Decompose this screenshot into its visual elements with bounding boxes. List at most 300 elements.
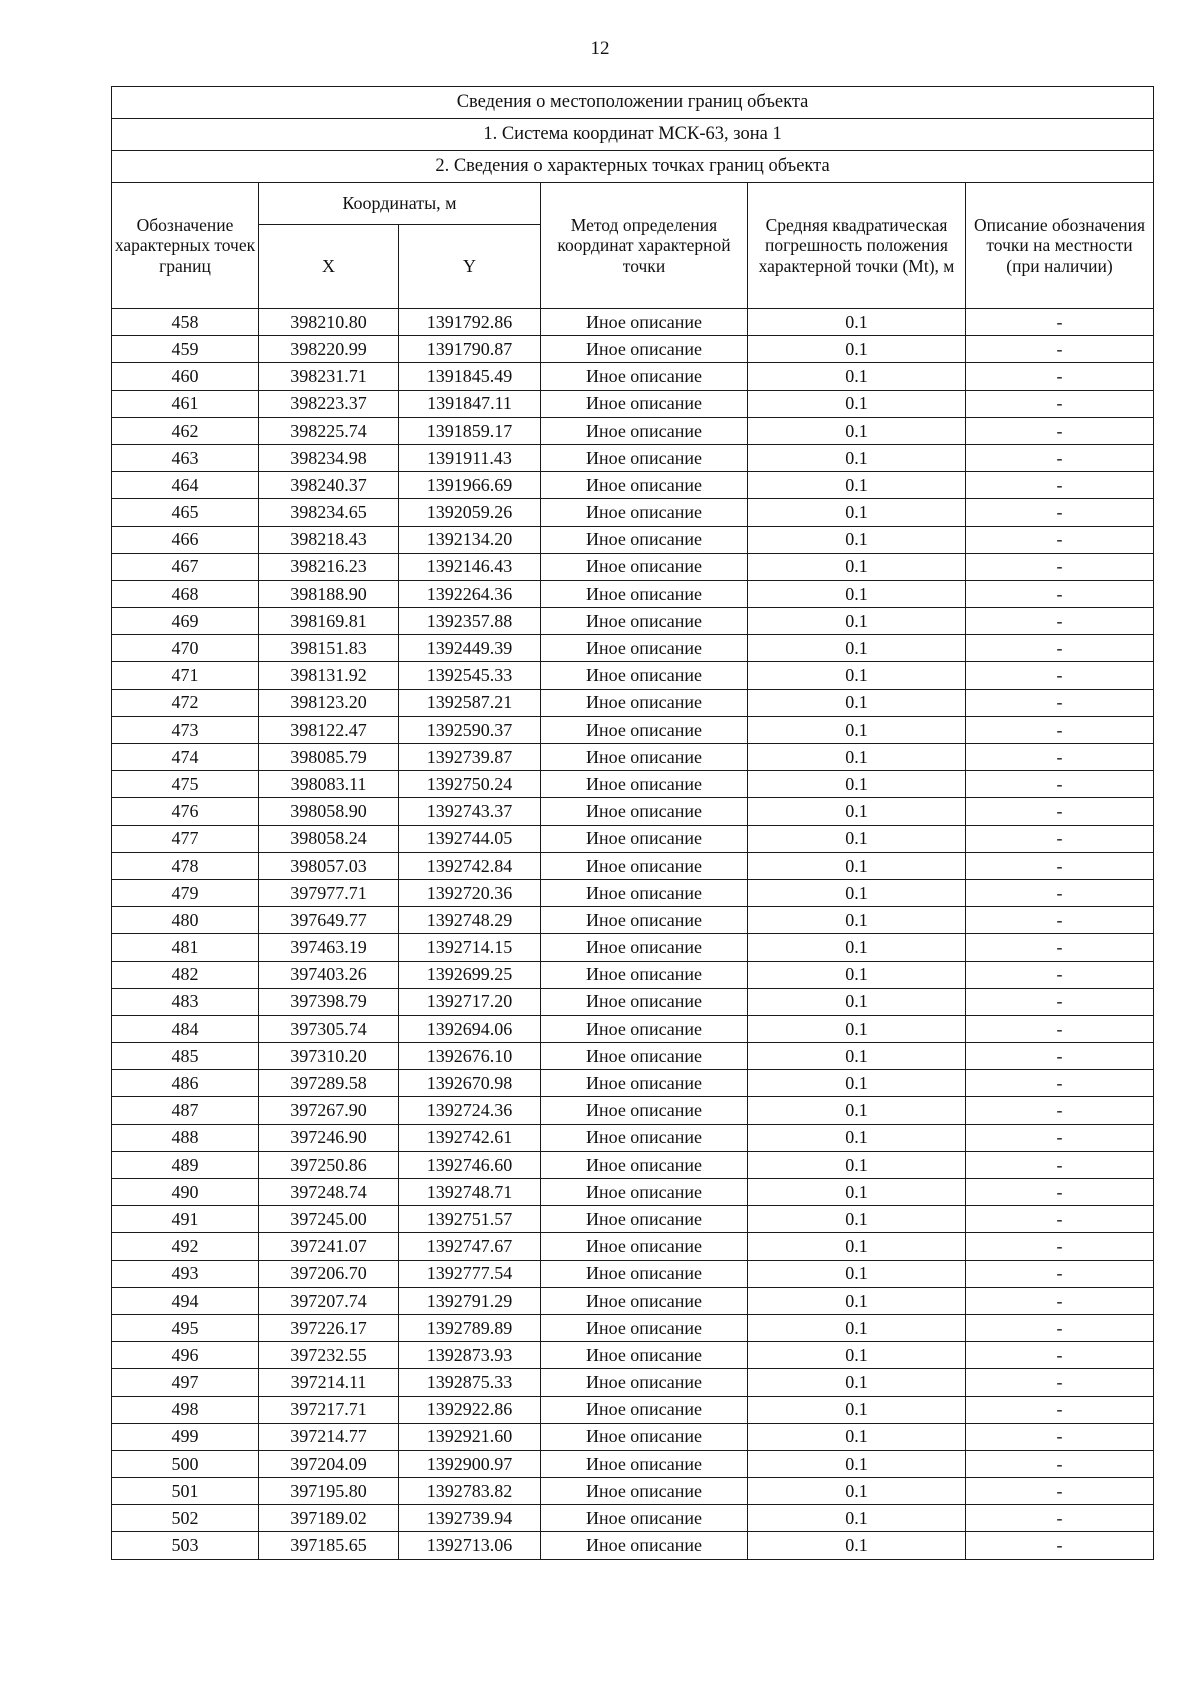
point-id: 502 xyxy=(112,1505,259,1532)
mt-cell: 0.1 xyxy=(748,1260,966,1287)
table-row xyxy=(112,1233,1154,1260)
method-cell: Иное описание xyxy=(541,1287,748,1314)
table-row xyxy=(112,879,1154,906)
table-row xyxy=(112,1287,1154,1314)
description-cell: - xyxy=(966,934,1154,961)
point-id: 496 xyxy=(112,1342,259,1369)
coord-y: 1392746.60 xyxy=(399,1151,541,1178)
coord-y: 1391911.43 xyxy=(399,444,541,471)
coord-x: 397195.80 xyxy=(259,1478,399,1505)
table-row xyxy=(112,1478,1154,1505)
mt-cell: 0.1 xyxy=(748,336,966,363)
coord-y: 1392146.43 xyxy=(399,553,541,580)
mt-cell: 0.1 xyxy=(748,934,966,961)
mt-cell: 0.1 xyxy=(748,580,966,607)
method-cell: Иное описание xyxy=(541,1314,748,1341)
description-cell: - xyxy=(966,988,1154,1015)
coord-y: 1391792.86 xyxy=(399,309,541,336)
coord-x: 398225.74 xyxy=(259,417,399,444)
coord-y: 1392750.24 xyxy=(399,771,541,798)
coord-y: 1392744.05 xyxy=(399,825,541,852)
mt-cell: 0.1 xyxy=(748,635,966,662)
point-id: 477 xyxy=(112,825,259,852)
description-cell: - xyxy=(966,1097,1154,1124)
table-row xyxy=(112,390,1154,417)
mt-cell: 0.1 xyxy=(748,825,966,852)
mt-cell: 0.1 xyxy=(748,689,966,716)
coord-x: 397217.71 xyxy=(259,1396,399,1423)
method-cell: Иное описание xyxy=(541,1043,748,1070)
table-row xyxy=(112,608,1154,635)
point-id: 495 xyxy=(112,1314,259,1341)
table-row xyxy=(112,363,1154,390)
method-cell: Иное описание xyxy=(541,526,748,553)
coord-x: 397245.00 xyxy=(259,1206,399,1233)
coord-y: 1392739.94 xyxy=(399,1505,541,1532)
description-cell: - xyxy=(966,635,1154,662)
method-cell: Иное описание xyxy=(541,1369,748,1396)
mt-cell: 0.1 xyxy=(748,1287,966,1314)
description-cell: - xyxy=(966,1423,1154,1450)
description-cell: - xyxy=(966,744,1154,771)
description-cell: - xyxy=(966,689,1154,716)
coord-x: 397241.07 xyxy=(259,1233,399,1260)
coord-x: 397250.86 xyxy=(259,1151,399,1178)
coord-x: 397189.02 xyxy=(259,1505,399,1532)
coord-x: 397649.77 xyxy=(259,907,399,934)
coord-x: 397977.71 xyxy=(259,879,399,906)
point-id: 500 xyxy=(112,1450,259,1477)
mt-cell: 0.1 xyxy=(748,363,966,390)
coord-x: 397305.74 xyxy=(259,1015,399,1042)
mt-cell: 0.1 xyxy=(748,1342,966,1369)
method-cell: Иное описание xyxy=(541,662,748,689)
mt-cell: 0.1 xyxy=(748,879,966,906)
coord-x: 397289.58 xyxy=(259,1070,399,1097)
description-cell: - xyxy=(966,417,1154,444)
header-description: Описание обозначения точки на местности (при наличии) xyxy=(966,183,1154,309)
method-cell: Иное описание xyxy=(541,1097,748,1124)
header-coordinates: Координаты, м xyxy=(259,183,541,225)
coord-y: 1392357.88 xyxy=(399,608,541,635)
mt-cell: 0.1 xyxy=(748,1314,966,1341)
method-cell: Иное описание xyxy=(541,1070,748,1097)
point-id: 462 xyxy=(112,417,259,444)
point-id: 475 xyxy=(112,771,259,798)
table-row xyxy=(112,1097,1154,1124)
coord-x: 397246.90 xyxy=(259,1124,399,1151)
mt-cell: 0.1 xyxy=(748,1369,966,1396)
coord-y: 1391847.11 xyxy=(399,390,541,417)
description-cell: - xyxy=(966,1179,1154,1206)
mt-cell: 0.1 xyxy=(748,608,966,635)
method-cell: Иное описание xyxy=(541,444,748,471)
point-id: 498 xyxy=(112,1396,259,1423)
table-row xyxy=(112,499,1154,526)
mt-cell: 0.1 xyxy=(748,1015,966,1042)
method-cell: Иное описание xyxy=(541,1423,748,1450)
point-id: 480 xyxy=(112,907,259,934)
mt-cell: 0.1 xyxy=(748,553,966,580)
description-cell: - xyxy=(966,1478,1154,1505)
table-row xyxy=(112,1314,1154,1341)
coord-y: 1392724.36 xyxy=(399,1097,541,1124)
table-header xyxy=(112,87,1154,309)
coord-y: 1392900.97 xyxy=(399,1450,541,1477)
coord-y: 1392713.06 xyxy=(399,1532,541,1559)
point-id: 481 xyxy=(112,934,259,961)
coord-y: 1392751.57 xyxy=(399,1206,541,1233)
coord-x: 398057.03 xyxy=(259,852,399,879)
table-row xyxy=(112,1342,1154,1369)
description-cell: - xyxy=(966,662,1154,689)
point-id: 479 xyxy=(112,879,259,906)
table-row xyxy=(112,1015,1154,1042)
point-id: 470 xyxy=(112,635,259,662)
mt-cell: 0.1 xyxy=(748,1124,966,1151)
mt-cell: 0.1 xyxy=(748,526,966,553)
coord-x: 398131.92 xyxy=(259,662,399,689)
method-cell: Иное описание xyxy=(541,716,748,743)
method-cell: Иное описание xyxy=(541,1532,748,1559)
mt-cell: 0.1 xyxy=(748,417,966,444)
description-cell: - xyxy=(966,907,1154,934)
table-row xyxy=(112,1532,1154,1559)
table-row xyxy=(112,526,1154,553)
mt-cell: 0.1 xyxy=(748,716,966,743)
point-id: 461 xyxy=(112,390,259,417)
mt-cell: 0.1 xyxy=(748,1043,966,1070)
coord-x: 398216.23 xyxy=(259,553,399,580)
description-cell: - xyxy=(966,1342,1154,1369)
coord-x: 397214.77 xyxy=(259,1423,399,1450)
method-cell: Иное описание xyxy=(541,635,748,662)
coord-x: 398123.20 xyxy=(259,689,399,716)
point-id: 467 xyxy=(112,553,259,580)
table-row xyxy=(112,1151,1154,1178)
coord-x: 397267.90 xyxy=(259,1097,399,1124)
coord-x: 398122.47 xyxy=(259,716,399,743)
method-cell: Иное описание xyxy=(541,689,748,716)
description-cell: - xyxy=(966,608,1154,635)
description-cell: - xyxy=(966,879,1154,906)
mt-cell: 0.1 xyxy=(748,1097,966,1124)
point-id: 471 xyxy=(112,662,259,689)
coord-x: 397248.74 xyxy=(259,1179,399,1206)
method-cell: Иное описание xyxy=(541,1233,748,1260)
description-cell: - xyxy=(966,1015,1154,1042)
coord-x: 398210.80 xyxy=(259,309,399,336)
coord-y: 1392742.61 xyxy=(399,1124,541,1151)
mt-cell: 0.1 xyxy=(748,771,966,798)
header-y: Y xyxy=(399,225,541,309)
description-cell: - xyxy=(966,499,1154,526)
table-title: Сведения о местоположении границ объекта xyxy=(112,87,1154,119)
method-cell: Иное описание xyxy=(541,907,748,934)
table-row xyxy=(112,744,1154,771)
coord-y: 1392699.25 xyxy=(399,961,541,988)
coord-x: 397214.11 xyxy=(259,1369,399,1396)
header-method: Метод определения координат характерной точки xyxy=(541,183,748,309)
description-cell: - xyxy=(966,390,1154,417)
table-row xyxy=(112,771,1154,798)
description-cell: - xyxy=(966,1396,1154,1423)
coord-y: 1392742.84 xyxy=(399,852,541,879)
point-id: 490 xyxy=(112,1179,259,1206)
coord-x: 398218.43 xyxy=(259,526,399,553)
method-cell: Иное описание xyxy=(541,744,748,771)
point-id: 466 xyxy=(112,526,259,553)
method-cell: Иное описание xyxy=(541,1206,748,1233)
method-cell: Иное описание xyxy=(541,1396,748,1423)
table-row xyxy=(112,1260,1154,1287)
point-id: 486 xyxy=(112,1070,259,1097)
point-id: 482 xyxy=(112,961,259,988)
table-row xyxy=(112,444,1154,471)
method-cell: Иное описание xyxy=(541,336,748,363)
coord-y: 1392587.21 xyxy=(399,689,541,716)
point-id: 491 xyxy=(112,1206,259,1233)
coord-x: 397310.20 xyxy=(259,1043,399,1070)
mt-cell: 0.1 xyxy=(748,1478,966,1505)
mt-cell: 0.1 xyxy=(748,499,966,526)
method-cell: Иное описание xyxy=(541,1505,748,1532)
page-number: 12 xyxy=(590,38,610,59)
coord-y: 1392694.06 xyxy=(399,1015,541,1042)
coord-x: 397185.65 xyxy=(259,1532,399,1559)
coord-y: 1392748.29 xyxy=(399,907,541,934)
method-cell: Иное описание xyxy=(541,553,748,580)
table-row xyxy=(112,635,1154,662)
table-row xyxy=(112,825,1154,852)
mt-cell: 0.1 xyxy=(748,852,966,879)
coord-x: 398223.37 xyxy=(259,390,399,417)
description-cell: - xyxy=(966,798,1154,825)
table-row xyxy=(112,798,1154,825)
coord-y: 1392676.10 xyxy=(399,1043,541,1070)
point-id: 492 xyxy=(112,1233,259,1260)
table-row xyxy=(112,1396,1154,1423)
coord-x: 398220.99 xyxy=(259,336,399,363)
coord-x: 398085.79 xyxy=(259,744,399,771)
point-id: 463 xyxy=(112,444,259,471)
method-cell: Иное описание xyxy=(541,879,748,906)
description-cell: - xyxy=(966,1532,1154,1559)
coord-y: 1392545.33 xyxy=(399,662,541,689)
description-cell: - xyxy=(966,1287,1154,1314)
boundary-points-table xyxy=(111,86,1154,1560)
method-cell: Иное описание xyxy=(541,417,748,444)
coord-y: 1392791.29 xyxy=(399,1287,541,1314)
description-cell: - xyxy=(966,444,1154,471)
table-row xyxy=(112,1369,1154,1396)
coord-y: 1392922.86 xyxy=(399,1396,541,1423)
description-cell: - xyxy=(966,553,1154,580)
coord-x: 398234.65 xyxy=(259,499,399,526)
method-cell: Иное описание xyxy=(541,472,748,499)
point-id: 468 xyxy=(112,580,259,607)
coord-y: 1392783.82 xyxy=(399,1478,541,1505)
table-row xyxy=(112,1505,1154,1532)
point-id: 473 xyxy=(112,716,259,743)
method-cell: Иное описание xyxy=(541,608,748,635)
coord-y: 1392921.60 xyxy=(399,1423,541,1450)
table-row xyxy=(112,1206,1154,1233)
description-cell: - xyxy=(966,580,1154,607)
point-id: 459 xyxy=(112,336,259,363)
point-id: 497 xyxy=(112,1369,259,1396)
description-cell: - xyxy=(966,1070,1154,1097)
coord-y: 1392449.39 xyxy=(399,635,541,662)
description-cell: - xyxy=(966,472,1154,499)
method-cell: Иное описание xyxy=(541,1124,748,1151)
coord-x: 398240.37 xyxy=(259,472,399,499)
point-id: 478 xyxy=(112,852,259,879)
point-id: 501 xyxy=(112,1478,259,1505)
mt-cell: 0.1 xyxy=(748,662,966,689)
method-cell: Иное описание xyxy=(541,499,748,526)
mt-cell: 0.1 xyxy=(748,444,966,471)
point-id: 474 xyxy=(112,744,259,771)
method-cell: Иное описание xyxy=(541,1179,748,1206)
mt-cell: 0.1 xyxy=(748,1179,966,1206)
coord-y: 1392875.33 xyxy=(399,1369,541,1396)
points-section-caption: 2. Сведения о характерных точках границ объекта xyxy=(112,151,1154,183)
point-id: 460 xyxy=(112,363,259,390)
description-cell: - xyxy=(966,1505,1154,1532)
coord-y: 1392670.98 xyxy=(399,1070,541,1097)
coord-y: 1392873.93 xyxy=(399,1342,541,1369)
table-row xyxy=(112,852,1154,879)
header-x: X xyxy=(259,225,399,309)
coord-y: 1392720.36 xyxy=(399,879,541,906)
description-cell: - xyxy=(966,336,1154,363)
coord-x: 397204.09 xyxy=(259,1450,399,1477)
method-cell: Иное описание xyxy=(541,1342,748,1369)
coord-y: 1392059.26 xyxy=(399,499,541,526)
coord-x: 398234.98 xyxy=(259,444,399,471)
coord-y: 1392748.71 xyxy=(399,1179,541,1206)
description-cell: - xyxy=(966,1314,1154,1341)
coord-y: 1392134.20 xyxy=(399,526,541,553)
method-cell: Иное описание xyxy=(541,390,748,417)
coord-y: 1392789.89 xyxy=(399,1314,541,1341)
point-id: 503 xyxy=(112,1532,259,1559)
method-cell: Иное описание xyxy=(541,363,748,390)
coord-y: 1392590.37 xyxy=(399,716,541,743)
coord-x: 398151.83 xyxy=(259,635,399,662)
method-cell: Иное описание xyxy=(541,961,748,988)
coord-x: 397226.17 xyxy=(259,1314,399,1341)
coord-x: 397403.26 xyxy=(259,961,399,988)
mt-cell: 0.1 xyxy=(748,309,966,336)
table-row xyxy=(112,716,1154,743)
coord-x: 398058.90 xyxy=(259,798,399,825)
description-cell: - xyxy=(966,1206,1154,1233)
mt-cell: 0.1 xyxy=(748,907,966,934)
description-cell: - xyxy=(966,1124,1154,1151)
description-cell: - xyxy=(966,1151,1154,1178)
description-cell: - xyxy=(966,1369,1154,1396)
coord-x: 397206.70 xyxy=(259,1260,399,1287)
mt-cell: 0.1 xyxy=(748,1532,966,1559)
coord-x: 397232.55 xyxy=(259,1342,399,1369)
description-cell: - xyxy=(966,961,1154,988)
coord-y: 1392747.67 xyxy=(399,1233,541,1260)
coord-x: 397207.74 xyxy=(259,1287,399,1314)
point-id: 487 xyxy=(112,1097,259,1124)
table-row xyxy=(112,1124,1154,1151)
method-cell: Иное описание xyxy=(541,1478,748,1505)
table-row xyxy=(112,336,1154,363)
mt-cell: 0.1 xyxy=(748,1070,966,1097)
coord-x: 398058.24 xyxy=(259,825,399,852)
method-cell: Иное описание xyxy=(541,988,748,1015)
description-cell: - xyxy=(966,526,1154,553)
point-id: 493 xyxy=(112,1260,259,1287)
method-cell: Иное описание xyxy=(541,1015,748,1042)
table-row xyxy=(112,961,1154,988)
table-row xyxy=(112,1179,1154,1206)
coord-y: 1392264.36 xyxy=(399,580,541,607)
method-cell: Иное описание xyxy=(541,852,748,879)
mt-cell: 0.1 xyxy=(748,744,966,771)
method-cell: Иное описание xyxy=(541,798,748,825)
description-cell: - xyxy=(966,771,1154,798)
coord-y: 1392743.37 xyxy=(399,798,541,825)
mt-cell: 0.1 xyxy=(748,1151,966,1178)
mt-cell: 0.1 xyxy=(748,961,966,988)
point-id: 469 xyxy=(112,608,259,635)
header-designation: Обозначение характерных точек границ xyxy=(112,183,259,309)
table-row xyxy=(112,662,1154,689)
table-row xyxy=(112,988,1154,1015)
table-row xyxy=(112,553,1154,580)
method-cell: Иное описание xyxy=(541,825,748,852)
coord-x: 398169.81 xyxy=(259,608,399,635)
mt-cell: 0.1 xyxy=(748,390,966,417)
table-row xyxy=(112,1423,1154,1450)
description-cell: - xyxy=(966,852,1154,879)
table-row xyxy=(112,1070,1154,1097)
coord-x: 398231.71 xyxy=(259,363,399,390)
table-row xyxy=(112,309,1154,336)
method-cell: Иное описание xyxy=(541,309,748,336)
description-cell: - xyxy=(966,825,1154,852)
point-id: 499 xyxy=(112,1423,259,1450)
point-id: 483 xyxy=(112,988,259,1015)
mt-cell: 0.1 xyxy=(748,1423,966,1450)
description-cell: - xyxy=(966,1450,1154,1477)
method-cell: Иное описание xyxy=(541,1151,748,1178)
mt-cell: 0.1 xyxy=(748,1450,966,1477)
table-row xyxy=(112,689,1154,716)
coord-x: 398188.90 xyxy=(259,580,399,607)
point-id: 488 xyxy=(112,1124,259,1151)
table-row xyxy=(112,1043,1154,1070)
point-id: 476 xyxy=(112,798,259,825)
mt-cell: 0.1 xyxy=(748,472,966,499)
point-id: 484 xyxy=(112,1015,259,1042)
table-row xyxy=(112,472,1154,499)
coord-y: 1392739.87 xyxy=(399,744,541,771)
table-body xyxy=(112,309,1154,1560)
description-cell: - xyxy=(966,309,1154,336)
description-cell: - xyxy=(966,363,1154,390)
method-cell: Иное описание xyxy=(541,771,748,798)
method-cell: Иное описание xyxy=(541,1450,748,1477)
coord-y: 1391845.49 xyxy=(399,363,541,390)
